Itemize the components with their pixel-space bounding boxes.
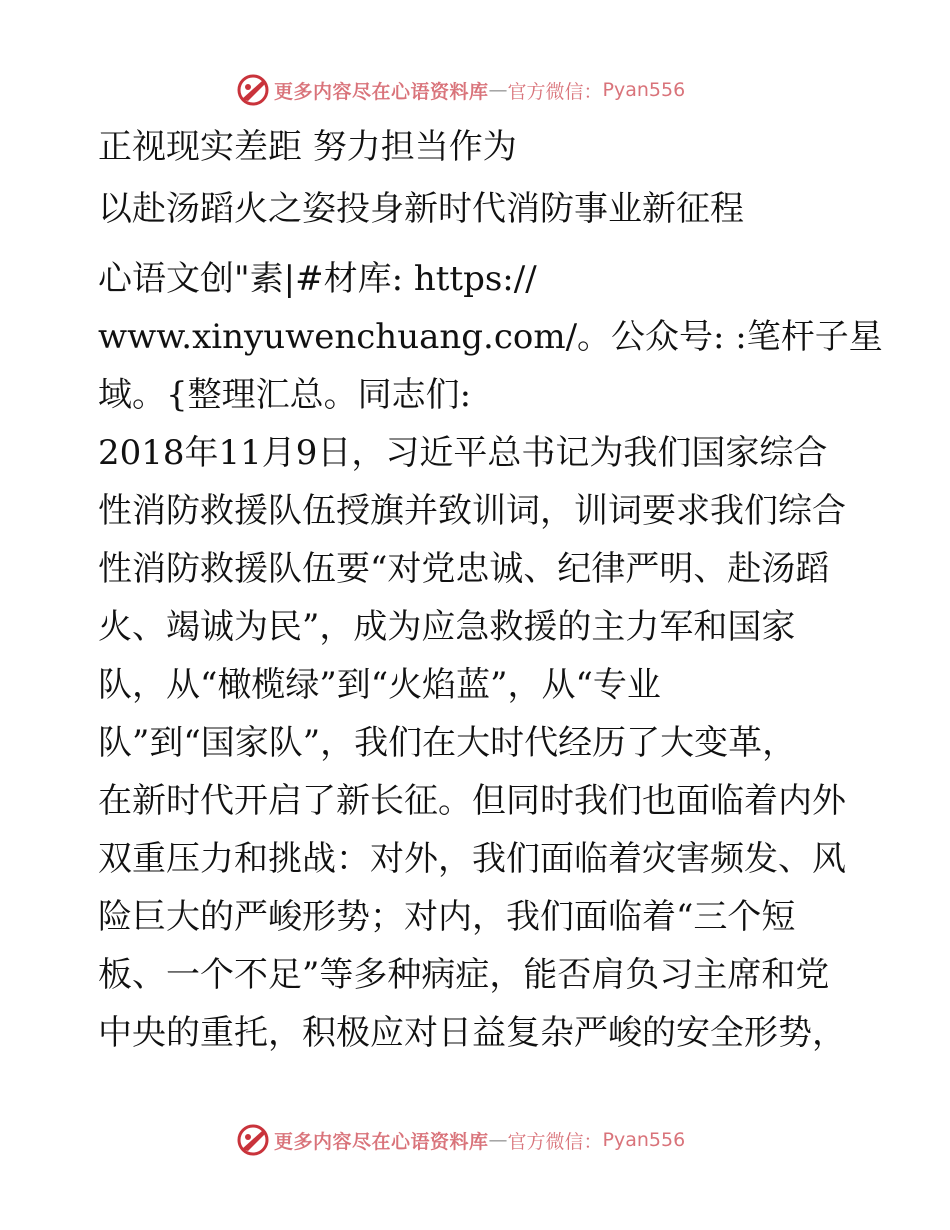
body-line: 性消防救援队伍授旗并致训词，训词要求我们综合 <box>98 491 846 531</box>
watermark-dash: — <box>488 79 508 101</box>
source-line: www.xinyuwenchuang.com/。公众号: :笔杆子星 <box>98 317 883 357</box>
body-line: 火、竭诚为民”，成为应急救援的主力军和国家 <box>98 607 796 647</box>
body-line: 双重压力和挑战：对外，我们面临着灾害频发、风 <box>98 839 846 879</box>
body-line: 在新时代开启了新长征。但同时我们也面临着内外 <box>98 781 846 821</box>
document-title: 正视现实差距 努力担当作为 <box>98 127 517 167</box>
body-line: 队，从“橄榄绿”到“火焰蓝”，从“专业 <box>98 665 661 705</box>
brand-logo-icon <box>236 1123 270 1157</box>
watermark-brand-text: 更多内容尽在心语资料库 <box>274 1130 489 1153</box>
watermark-banner-top <box>236 72 685 108</box>
body-line: 2018年11月9日，习近平总书记为我们国家综合 <box>98 433 828 473</box>
watermark-brand-text: 更多内容尽在心语资料库 <box>274 80 489 103</box>
body-line: 中央的重托，积极应对日益复杂严峻的安全形势， <box>98 1013 846 1053</box>
watermark-account: Pyan556 <box>602 1129 686 1151</box>
document-subtitle: 以赴汤蹈火之姿投身新时代消防事业新征程 <box>98 189 744 229</box>
body-line: 板、一个不足”等多种病症，能否肩负习主席和党 <box>98 955 830 995</box>
watermark-account: Pyan556 <box>602 79 686 101</box>
spacer <box>98 242 858 250</box>
watermark-dash: — <box>488 1129 508 1151</box>
watermark-official-label: 官方微信： <box>507 80 603 103</box>
body-line: 性消防救援队伍要“对党忠诚、纪律严明、赴汤蹈 <box>98 549 830 589</box>
watermark-official-label: 官方微信： <box>507 1130 603 1153</box>
source-line: 域。{整理汇总。同志们: <box>98 375 472 415</box>
body-line: 队”到“国家队”，我们在大时代经历了大变革， <box>98 723 797 763</box>
watermark-banner-bottom <box>236 1122 685 1158</box>
body-line: 险巨大的严峻形势；对内，我们面临着“三个短 <box>98 897 796 937</box>
brand-logo-icon <box>236 73 270 107</box>
source-line: 心语文创"素|#材库: https:// <box>98 259 537 299</box>
document-content <box>98 118 883 1062</box>
